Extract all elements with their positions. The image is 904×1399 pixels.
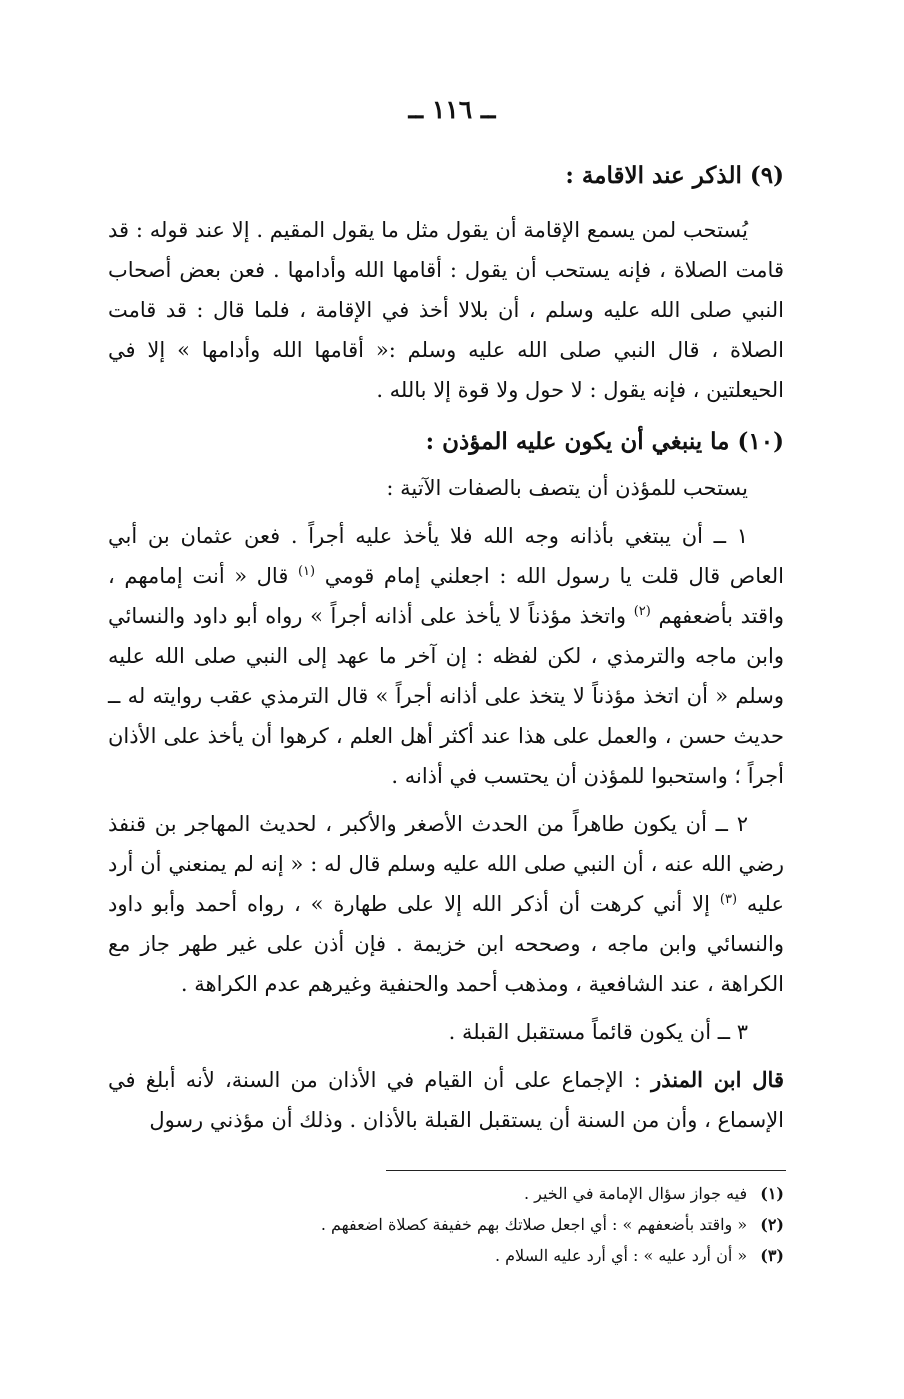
item-1-part-a: ١ ــ أن يبتغي بأذانه وجه الله فلا يأخذ عليه أجراً . فعن عثمان بن أبي العاص قال قلت يا رسول الله : اجعلني إمام قومي [108, 524, 784, 588]
paragraph-item-3: ٣ ــ أن يكون قائماً مستقبل القبلة . [448, 1020, 748, 1044]
footnote-divider [386, 1170, 786, 1171]
paragraph-intro: يستحب للمؤذن أن يتصف بالصفات الآتية : [386, 476, 748, 500]
item-1-part-b: قال « أنت إمامهم ، واقتد بأضعفهم [108, 564, 784, 628]
paragraph-item-2 [108, 804, 784, 1004]
footnote-ref-3: (٣) [719, 892, 738, 907]
footnote-3 [124, 1240, 784, 1271]
footnote-text: « واقتد بأضعفهم » : أي اجعل صلاتك بهم خفيفة كصلاة اضعفهم . [320, 1215, 748, 1234]
quote-label: قال ابن المنذر [651, 1067, 784, 1092]
paragraph-item-1 [108, 516, 784, 796]
paragraph-ibn-mundhir [108, 1060, 784, 1140]
footnote-2 [124, 1209, 784, 1240]
paragraph-iqama: يُستحب لمن يسمع الإقامة أن يقول مثل ما يقول المقيم . إلا عند قوله : قد قامت الصلاة ، فإنه يستحب أن يقول : أقامها الله وأدامها . فعن بعض أصحاب النبي صلى الله عليه وسلم ، أن بلالا أخذ في الإقامة ، فلما قال : قد قامت الصلاة ، قال النبي صلى الله عليه وسلم :« أقامها الله وأدامها » إلا في الحيعلتين ، فإنه يقول : لا حول ولا قوة إلا بالله . [108, 218, 784, 402]
footnote-text: « أن أرد عليه » : أي أرد عليه السلام . [494, 1246, 748, 1265]
footnote-ref-1: (١) [297, 564, 316, 579]
section-heading-9: (٩) الذكر عند الاقامة : [565, 162, 784, 189]
item-1-part-c: واتخذ مؤذناً لا يأخذ على أذانه أجراً » رواه أبو داود والنسائي وابن ماجه والترمذي ، لكن لفظه : إن آخر ما عهد إلى النبي صلى الله عليه وسلم « أن اتخذ مؤذناً لا يتخذ على أذانه أجراً » قال الترمذي عقب روايته له ــ حديث حسن ، والعمل على هذا عند أكثر أهل العلم ، كرهوا أن يأخذ على الأذان أجراً ؛ واستحبوا للمؤذن أن يحتسب في أذانه . [108, 604, 784, 788]
item-2-part-a: ٢ ــ أن يكون طاهراً من الحدث الأصغر والأكبر ، لحديث المهاجر بن قنفذ رضي الله عنه ، أن النبي صلى الله عليه وسلم قال له : « إنه لم يمنعني أن أرد عليه [108, 812, 784, 916]
section-heading-10: (١٠) ما ينبغي أن يكون عليه المؤذن : [425, 428, 784, 455]
main-text [108, 150, 784, 1146]
quote-text: : الإجماع على أن القيام في الأذان من السنة، لأنه أبلغ في الإسماع ، وأن من السنة أن يستقبل القبلة بالأذان . وذلك أن مؤذني رسول [108, 1068, 784, 1132]
footnote-number: (٣) [760, 1246, 784, 1265]
footnote-number: (١) [760, 1184, 784, 1203]
page-number: ــ ١١٦ ــ [408, 95, 496, 124]
footnote-number: (٢) [760, 1215, 784, 1234]
footnote-ref-2: (٢) [633, 604, 651, 619]
footnote-1 [124, 1178, 784, 1209]
footnotes [124, 1178, 784, 1271]
item-2-part-b: إلا أني كرهت أن أذكر الله إلا على طهارة » ، رواه أحمد وأبو داود والنسائي وابن ماجه ، وصححه ابن خزيمة . فإن أذن على غير طهر جاز مع الكراهة ، عند الشافعية ، ومذهب أحمد والحنفية وغيرهم عدم الكراهة . [108, 892, 784, 996]
footnote-text: فيه جواز سؤال الإمامة في الخير . [523, 1184, 748, 1203]
